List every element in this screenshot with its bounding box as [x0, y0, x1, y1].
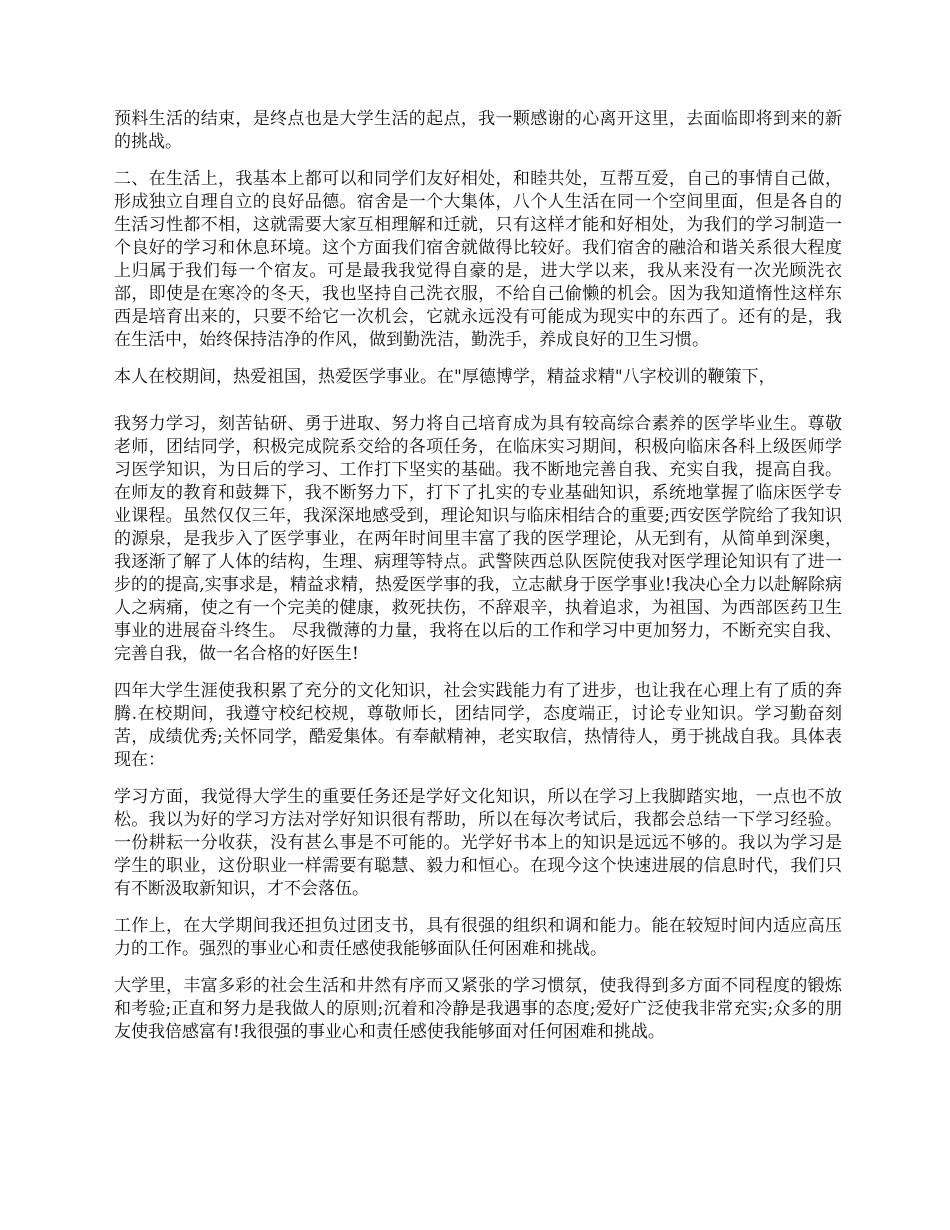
paragraph-life: 二、在生活上，我基本上都可以和同学们友好相处，和睦共处，互帮互爱，自己的事情自己做，形成独立自理自立的良好品德。宿舍是一个大集体，八个人生活在同一个空间里面，但是各自的生活习性都不相，这就需要大家互相理解和迁就，只有这样才能和好相处，为我们的学习制造一个良好的学习和休息环境。这个方面我们宿舍就做得比较好。我们宿舍的融洽和谐关系很大程度上归属于我们每一个宿友。可是最我我觉得自豪的是，进大学以来，我从来没有一次光顾洗衣部，即使是在寒冷的冬天，我也坚持自己洗衣服，不给自己偷懒的机会。因为我知道惰性这样东西是培育出来的，只要不给它一次机会，它就永远没有可能成为现实中的东西了。还有的是，我在生活中，始终保持洁净的作风，做到勤洗洁，勤洗手，养成良好的卫生习惯。	[114, 169, 842, 350]
document-body	[114, 108, 842, 1058]
paragraph-four-years: 四年大学生涯使我积累了充分的文化知识，社会实践能力有了进步，也让我在心理上有了质的奔腾.在校期间，我遵守校纪校规，尊敬师长，团结同学，态度端正，讨论专业知识。学习勤奋刻苦，成绩优秀;关怀同学，酷爱集体。有奉献精神，老实取信，热情待人，勇于挑战自我。具体表现在：	[114, 681, 842, 770]
paragraph-closing-intro: 预料生活的结束，是终点也是大学生活的起点，我一颗感谢的心离开这里，去面临即将到来的新的挑战。	[114, 109, 842, 152]
paragraph-learning: 学习方面，我觉得大学生的重要任务还是学好文化知识，所以在学习上我脚踏实地，一点也不放松。我以为好的学习方法对学好知识很有帮助，所以在每次考试后，我都会总结一下学习经验。一份耕耘一分收获，没有甚么事是不可能的。光学好书本上的知识是远远不够的。我以为学习是学生的职业，这份职业一样需要有聪慧、毅力和恒心。在现今这个快速进展的信息时代，我们只有不断汲取新知识，才不会落伍。	[114, 787, 842, 899]
paragraph-medical-study: 我努力学习，刻苦钻研、勇于进取、努力将自己培育成为具有较高综合素养的医学毕业生。尊敬老师，团结同学，积极完成院系交给的各项任务，在临床实习期间，积极向临床各科上级医师学习医学知识，为日后的学习、工作打下坚实的基础。我不断地完善自我、充实自我，提高自我。在师友的教育和鼓舞下，我不断努力下，打下了扎实的专业基础知识，系统地掌握了临床医学专业课程。虽然仅仅三年，我深深地感受到，理论知识与临床相结合的重要;西安医学院给了我知识的源泉，是我步入了医学事业，在两年时间里丰富了我的医学理论，从无到有，从简单到深奥，我逐渐了解了人体的结构，生理、病理等特点。武警陕西总队医院使我对医学理论知识有了进一步的的提高,实事求是，精益求精，热爱医学事的我，立志献身于医学事业!我决心全力以赴解除病人之病痛，使之有一个完美的健康，救死扶伤，不辞艰辛，执着追求，为祖国、为西部医药卫生事业的进展奋斗终生。 尽我微薄的力量，我将在以后的工作和学习中更加努力，不断充实自我、完善自我，做一名合格的好医生!	[114, 414, 842, 664]
paragraph-work: 工作上，在大学期间我还担负过团支书，具有很强的组织和调和能力。能在较短时间内适应高压力的工作。强烈的事业心和责任感使我能够面队任何困难和挑战。	[114, 916, 842, 959]
paragraph-university: 大学里，丰富多彩的社会生活和井然有序而又紧张的学习惯氛，使我得到多方面不同程度的锻炼和考验;正直和努力是我做人的原则;沉着和冷静是我遇事的态度;爱好广泛使我非常充实;众多的朋友使我倍感富有!我很强的事业心和责任感使我能够面对任何困难和挑战。	[114, 976, 842, 1042]
paragraph-school-intro: 本人在校期间，热爱祖国，热爱医学事业。在"厚德博学，精益求精"八字校训的鞭策下，	[114, 367, 776, 387]
